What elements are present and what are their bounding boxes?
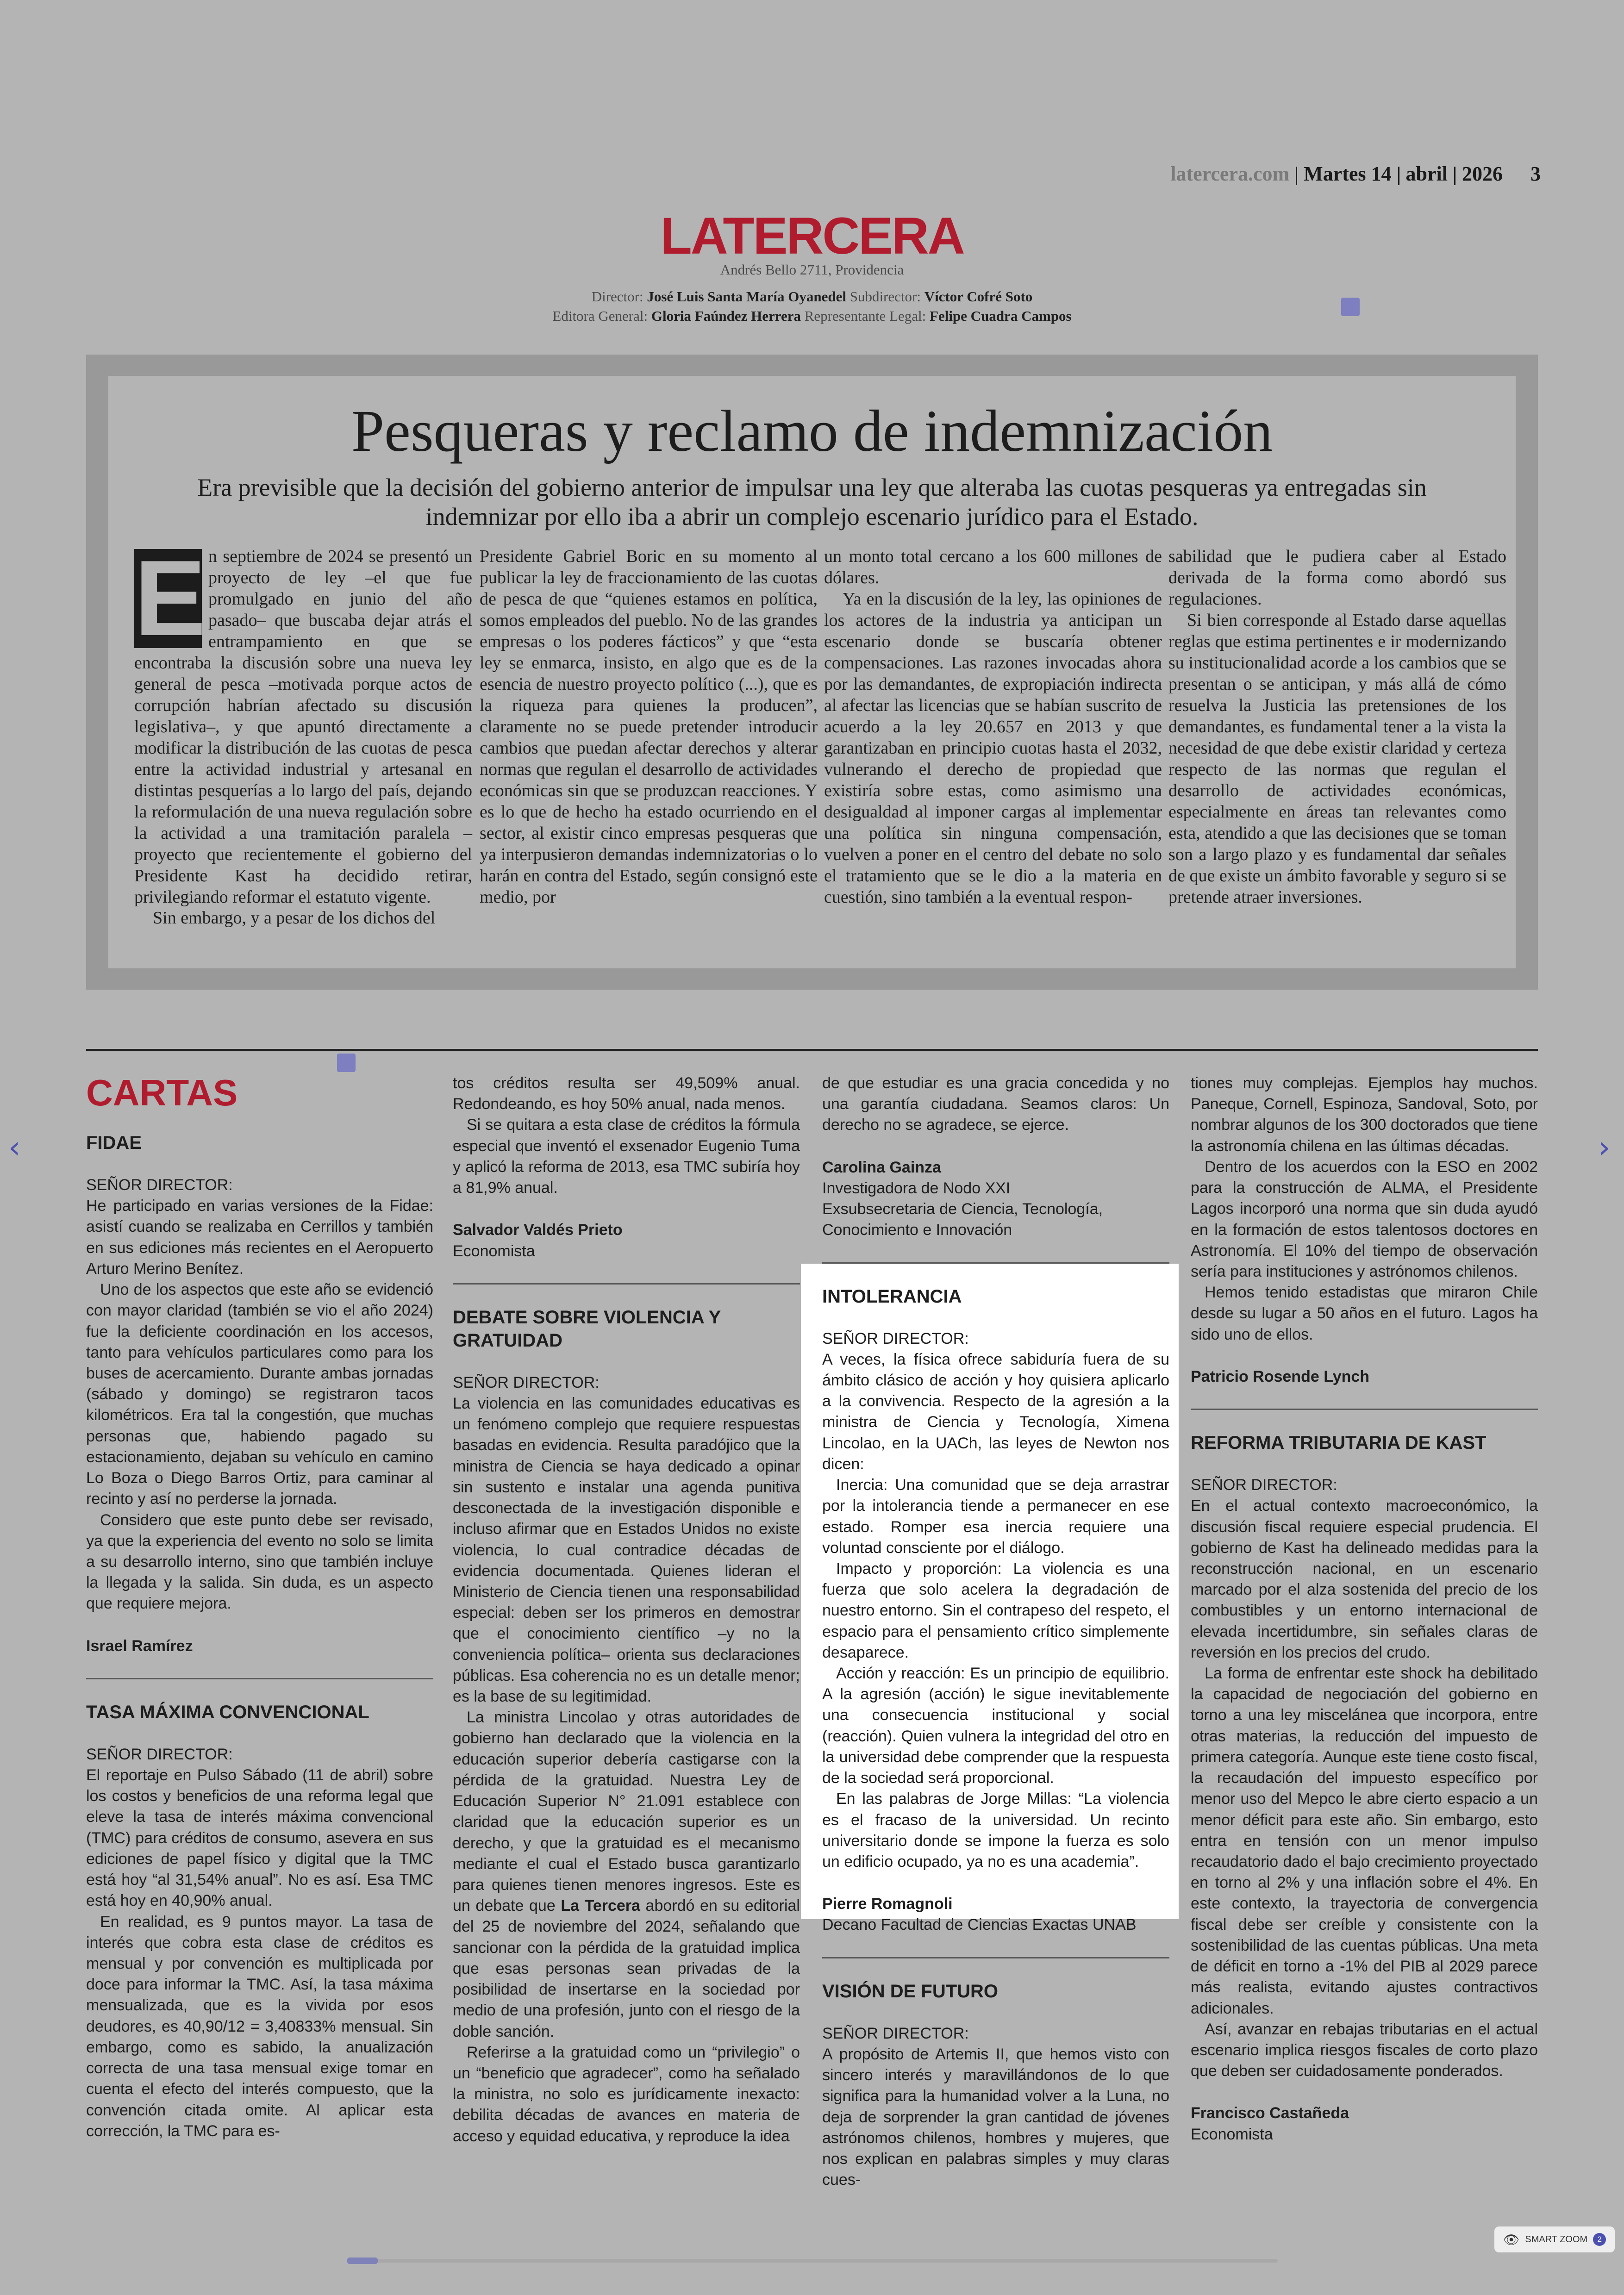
letter-paragraph: A propósito de Artemis II, que hemos visto con sincero interés y maravillándonos de lo que significa para la humanidad volver a la Luna, no deja de sorprender la gran cantidad de jóvenes astrónomos chilenos, hombres y mujeres, que nos explican en palabras simples y muy claras cues-: [822, 2045, 1169, 2189]
editorial-paragraph: un monto total cercano a los 600 millones de dólares.: [824, 547, 1162, 587]
date-year: 2026: [1462, 162, 1503, 185]
section-divider: [86, 1049, 1538, 1051]
letter-author: Carolina Gainza: [822, 1158, 941, 1176]
letter-salutation: SEÑOR DIRECTOR:: [86, 1745, 233, 1763]
letter-paragraph: [453, 1707, 800, 2042]
letter-author: Israel Ramírez: [86, 1637, 193, 1655]
editora-label: Editora General:: [552, 308, 648, 324]
date-day: Martes 14: [1304, 162, 1392, 185]
site-name: latercera.com: [1170, 162, 1290, 185]
letter-title-fidae: FIDAE: [86, 1133, 142, 1153]
letters-column-2: [453, 1073, 800, 2147]
letter-paragraph: Referirse a la gratuidad como un “privilegio” o un “beneficio que agradecer”, como ha señalado la ministra, no solo es jurídicamente inexacto: debilita décadas de avances en materia de acceso y equidad educativa, y reproduce la idea: [453, 2043, 800, 2145]
editorial-paragraph: Presidente Gabriel Boric en su momento al publicar la ley de fraccionamiento de las cuotas de pesca de que “quienes estamos en política, somos empleados del pueblo. No de las grandes empresas o los poderes fácticos” y que “esta ley se enmarca, insisto, en algo que es de la esencia de nuestro proyecto político (...), que es la riqueza para quienes la producen”, claramente no se puede pretender introducir cambios que puedan afectar derechos y alterar normas que regulan el desarrollo de actividades económicas sin que se produzcan reacciones. Y es lo que de hecho ha estado ocurriendo en el sector, al existir cinco empresas pesqueras que ya interpusieron demandas indemnizatorias o lo harán en contra del Estado, según consignó este medio, por: [480, 547, 818, 907]
newspaper-address: Andrés Bello 2711, Providencia: [720, 262, 904, 278]
letter-salutation: SEÑOR DIRECTOR:: [453, 1373, 600, 1391]
representante-label: Representante Legal:: [804, 308, 926, 324]
zoom-hotspot-cartas[interactable]: [337, 1054, 356, 1072]
director-label: Director:: [591, 288, 643, 305]
drop-cap: E: [134, 538, 206, 658]
letter-paragraph: La violencia en las comunidades educativas es un fenómeno complejo que requiere respuestas basadas en evidencia. Resulta paradójico que la ministra de Ciencia se haya dedicado a opinar sin sustento e instalar una agenda punitiva desconectada de la investigación disponible e incluso afirmar que en Estados Unidos no existe violencia, lo cual contradice décadas de evidencia documentada. Quienes lideran el Ministerio de Ciencia tienen una responsabilidad especial: deben ser los primeros en demostrar que el conocimiento científico –y no la conveniencia política– orienta sus declaraciones públicas. Esa coherencia no es un detalle menor; es la base de su legitimidad.: [453, 1394, 800, 1706]
letter-author: Francisco Castañeda: [1191, 2104, 1349, 2122]
letter-paragraph: Si se quitara a esta clase de créditos la fórmula especial que inventó el exsenador Eugenio Tuma y aplicó la reforma de 2013, esa TMC subiría hoy a 81,9% anual.: [453, 1116, 800, 1197]
letter-paragraph: A veces, la física ofrece sabiduría fuera de su ámbito clásico de acción y hoy quisiera aplicarlo a la convivencia. Respecto de la agresión a la ministra de Ciencia y Tecnología, Ximena Lincolao, en la UACh, las leyes de Newton nos dicen:: [822, 1350, 1169, 1473]
letter-text: La ministra Lincolao y otras autoridades de gobierno han declarado que la violencia en la educación superior debería castigarse con la pérdida de la gratuidad. Nuestra Ley de Educación Superior N° 21.091 establece con claridad que la educación superior es un derecho, y que la gratuidad es el mecanismo mediante el cual el Estado busca garantizarlo para quienes tienen menores ingresos. Este es un debate que: [453, 1709, 800, 1915]
letter-paragraph: He participado en varias versiones de la Fidae: asistí cuando se realizaba en Cerrillos y también en sus ediciones más recientes en el Aeropuerto Arturo Merino Benítez.: [86, 1197, 433, 1278]
letter-paragraph: Acción y reacción: Es un principio de equilibrio. A la agresión (acción) le sigue inevitablemente una consecuencia institucional y social (reacción). Quien vulnera la integridad del otro en la universidad debe comprender que la respuesta de la sociedad será proporcional.: [822, 1665, 1169, 1787]
letter-salutation: SEÑOR DIRECTOR:: [86, 1176, 233, 1194]
letter-title-intolerancia: INTOLERANCIA: [822, 1286, 962, 1307]
editorial-paragraph: Sin embargo, y a pesar de los dichos del: [153, 908, 436, 928]
page-scrollbar-thumb[interactable]: [347, 2258, 378, 2264]
editorial-paragraph: Si bien corresponde al Estado darse aquellas reglas que estima pertinentes e ir modernizando su institucionalidad acorde a los cambios que se presentan o se anticipan, y más allá de cómo resuelva la Justicia las pretensiones de los demandantes, es fundamental tener a la vista la necesidad de que debe existir claridad y certeza respecto de las normas que regulan el desarrollo de actividades económicas, especialmente en áreas tan relevantes como esta, atendido a que las decisiones que se toman son a largo plazo y es fundamental dar señales de que existe un ámbito favorable y seguro si se pretende atraer inversiones.: [1168, 610, 1506, 907]
cartas-section-title: CARTAS: [86, 1072, 238, 1113]
letter-paragraph: Considero que este punto debe ser revisado, ya que la experiencia del evento no solo se limita a su desarrollo interno, sino que también incluye la llegada y la salida. Sin duda, es un aspecto que requiere mejora.: [86, 1511, 433, 1613]
letter-paragraph: En realidad, es 9 puntos mayor. La tasa de interés que cobra esta clase de créditos es mensual y por convención es multiplicada por doce para informar la TMC. Así, la tasa máxima mensualizada, que es la vivida por esos deudores, es 40,90/12 = 3,40833% mensual. Sin embargo, como es sabido, la anualización correcta de una tasa mensual exige tomar en cuenta el efecto del interés compuesto, que la convención citada omite. Al aplicar esta corrección, la TMC para es-: [86, 1913, 433, 2140]
letter-paragraph: tiones muy complejas. Ejemplos hay muchos. Paneque, Cornell, Espinoza, Sandoval, Soto, por nombrar algunos de los 300 doctorados que tiene la astronomía chilena en las últimas décadas.: [1191, 1074, 1538, 1155]
editorial-deck: Era previsible que la decisión del gobierno anterior de impulsar una ley que alteraba las cuotas pesqueras ya entregadas sin indemnizar por ello iba a abrir un complejo escenario jurídico para el Estado.: [197, 474, 1427, 530]
letter-paragraph: tos créditos resulta ser 49,509% anual. Redondeando, es hoy 50% anual, nada menos.: [453, 1074, 800, 1113]
letter-paragraph: Hemos tenido estadistas que miraron Chile desde su lugar a 50 años en el futuro. Lagos ha sido uno de ellos.: [1191, 1284, 1538, 1343]
editora-name: Gloria Faúndez Herrera: [651, 308, 801, 324]
letter-title-reforma: REFORMA TRIBUTARIA DE KAST: [1191, 1433, 1487, 1453]
letter-paragraph: El reportaje en Pulso Sábado (11 de abril) sobre los costos y beneficios de una reforma legal que eleve la tasa de interés máxima convencional (TMC) para créditos de consumo, asevera en sus ediciones de papel físico y digital que la TMC está hoy “al 31,54% anual”. No es así. Esa TMC está hoy en 40,90% anual.: [86, 1766, 433, 1910]
letter-author: Pierre Romagnoli: [822, 1895, 953, 1913]
letter-salutation: SEÑOR DIRECTOR:: [822, 1329, 969, 1347]
editorial-column-3: [824, 546, 1162, 908]
dateline: [1170, 162, 1541, 186]
letter-text: abordó en su editorial del 25 de noviembre del 2024, señalando que sancionar con la pérdida de la gratuidad implica que esas personas sean privadas de la posibilidad de insertarse en la sociedad por medio de una profesión, junto con el riesgo de la doble sanción.: [453, 1897, 800, 2040]
editorial-column-1: [134, 538, 472, 929]
zoom-hotspot-masthead[interactable]: [1341, 298, 1360, 316]
subdirector-name: Víctor Cofré Soto: [924, 288, 1033, 305]
editorial-paragraph: sabilidad que le pudiera caber al Estado derivada de la forma como abordó sus regulaciones.: [1168, 547, 1506, 609]
letter-salutation: SEÑOR DIRECTOR:: [822, 2024, 969, 2042]
masthead-editors: [0, 308, 1624, 324]
letter-paragraph: de que estudiar es una gracia concedida y no una garantía ciudadana. Seamos claros: Un derecho no se agradece, se ejerce.: [822, 1074, 1169, 1134]
letter-paragraph: En las palabras de Jorge Millas: “La violencia es el fracaso de la universidad. Un recinto universitario donde se impone la fuerza es solo un edificio ocupado, ya no es una academia”.: [822, 1790, 1169, 1871]
smart-zoom-button[interactable]: [1494, 2226, 1615, 2252]
smart-zoom-badge: 2: [1593, 2233, 1606, 2246]
editorial-title: Pesqueras y reclamo de indemnización: [351, 398, 1273, 464]
previous-page-arrow-icon[interactable]: ‹: [8, 1129, 21, 1165]
letters-column-3: [822, 1073, 1169, 2190]
masthead-directors: [0, 288, 1624, 305]
letter-author-role: Economista: [453, 1242, 535, 1260]
letters-column-1: [86, 1131, 433, 2142]
smart-zoom-label: SMART ZOOM: [1525, 2234, 1588, 2245]
letter-paragraph: Inercia: Una comunidad que se deja arrastrar por la intolerancia tiende a permanecer en ese estado. Romper esa inercia requiere una voluntad consciente por el diálogo.: [822, 1476, 1169, 1557]
letter-author-role: Investigadora de Nodo XXI: [822, 1179, 1011, 1197]
dateline-separator: [1398, 167, 1399, 185]
letter-author-role: Decano Facultad de Ciencias Exactas UNAB: [822, 1916, 1137, 1934]
letter-author-role: Economista: [1191, 2125, 1273, 2143]
page-scrollbar-track[interactable]: [352, 2259, 1278, 2263]
editorial-paragraph: n septiembre de 2024 se presentó un proyecto de ley –el que fue promulgado en junio del año pasado– que buscaba dejar atrás el entrampamiento en que se encontraba la discusión sobre una nueva ley general de pesca –motivada porque actos de corrupción habrían afectado su discusión legislativa–, y que apuntó directamente a modificar la distribución de las cuotas de pesca entre la actividad industrial y artesanal en distintas pesquerías a lo largo del país, dejando la reformulación de una nueva regulación sobre la actividad a una tramitación paralela –proyecto que recientemente el gobierno del Presidente Kast ha decidido retirar, privilegiando reformar el estatuto vigente.: [134, 547, 472, 907]
letter-paragraph: La forma de enfrentar este shock ha debilitado la capacidad de negociación del gobierno en torno a una ley miscelánea que incorpora, entre otras materias, la reducción del impuesto de primera categoría. Aunque este tiene costo fiscal, la recaudación del impuesto específico por menor uso del Mepco le abre cierto espacio a un menor déficit para este año. Sin embargo, esto entra en tensión con un menor impulso recaudatorio dado el bajo crecimiento proyectado en torno al 2% y una inflación sobre el 4%. En este contexto, la trayectoria de convergencia fiscal debe ser creíble y consistente con la sostenibilidad de las cuentas públicas. Una meta de déficit en torno a -1% del PIB al 2029 parece más realista, evitando ajustes contractivos adicionales.: [1191, 1665, 1538, 2017]
letter-title-tasa: TASA MÁXIMA CONVENCIONAL: [86, 1702, 369, 1722]
newspaper-reference: La Tercera: [561, 1897, 640, 1915]
representante-name: Felipe Cuadra Campos: [930, 308, 1072, 324]
letter-paragraph: Uno de los aspectos que este año se evidenció con mayor claridad (también se vio el año 2024) fue la deficiente coordinación en los accesos, tanto para vehículos particulares como para los buses de acercamiento. Durante ambas jornadas (sábado y domingo) se registraron tacos kilométricos. Era tal la congestión, que muchas personas que, habiendo pagado su estacionamiento, dejaban su vehículo en camino Lo Boza o Diego Barros Ortiz, para caminar al recinto y así no perderse la jornada.: [86, 1281, 433, 1508]
letter-title-vision: VISIÓN DE FUTURO: [822, 1981, 999, 2002]
letter-paragraph: En el actual contexto macroeconómico, la discusión fiscal requiere especial prudencia. El gobierno de Kast ha delineado medidas para la reconstrucción nacional, en un escenario marcado por el alza sostenida del precio de los combustibles y un entorno internacional de elevada incertidumbre, sin señales claras de reversión en los precios del crudo.: [1191, 1497, 1538, 1661]
letter-paragraph: Impacto y proporción: La violencia es una fuerza que solo acelera la degradación de nuestro entorno. Sin el contrapeso del respeto, el espacio para el pensamiento crítico simplemente desaparece.: [822, 1559, 1169, 1661]
letters-column-4: [1191, 1073, 1538, 2145]
editorial-column-2: [480, 546, 818, 908]
next-page-arrow-icon[interactable]: ›: [1598, 1129, 1611, 1165]
dateline-separator: [1454, 167, 1455, 185]
letter-author-role: Exsubsecretaria de Ciencia, Tecnología, Conocimiento e Innovación: [822, 1200, 1103, 1239]
dateline-separator: [1296, 167, 1297, 185]
letter-paragraph: Así, avanzar en rebajas tributarias en el actual escenario implica riesgos fiscales de corto plazo que deben ser cuidadosamente ponderados.: [1191, 2020, 1538, 2080]
newspaper-logo: LATERCERA: [660, 207, 964, 265]
letter-salutation: SEÑOR DIRECTOR:: [1191, 1476, 1337, 1494]
letter-title-debate: DEBATE SOBRE VIOLENCIA Y GRATUIDAD: [453, 1307, 721, 1351]
editorial-paragraph: Ya en la discusión de la ley, las opiniones de los actores de la industria ya anticipan un escenario donde se buscaría obtener compensaciones. Las razones invocadas ahora por las demandantes, de expropiación indirecta al afectar las licencias que se habían suscrito de acuerdo a la ley 20.657 en 2013 y que garantizaban en principio cuotas hasta el 2032, vulnerando el derecho de propiedad que existiría sobre estas, como asimismo una desigualdad al imponer cargas al implementar una política sin ninguna compensación, vuelven a poner en el centro del debate no solo el tratamiento que se le dio a la materia en cuestión, sino también a la eventual respon-: [824, 589, 1162, 907]
date-month: abril: [1405, 162, 1448, 185]
letter-author: Patricio Rosende Lynch: [1191, 1367, 1370, 1385]
eye-icon: 👁: [1503, 2232, 1520, 2247]
letter-paragraph: Dentro de los acuerdos con la ESO en 2002 para la construcción de ALMA, el Presidente Lagos incorporó una norma que sin duda ayudó en la formación de estos talentosos doctores en Astronomía. El 10% del tiempo de observación sería para instituciones y astrónomos chilenos.: [1191, 1158, 1538, 1280]
letter-author: Salvador Valdés Prieto: [453, 1221, 623, 1239]
subdirector-label: Subdirector:: [849, 288, 921, 305]
page-number: 3: [1530, 162, 1541, 185]
director-name: José Luis Santa María Oyanedel: [647, 288, 846, 305]
editorial-column-4: [1168, 546, 1506, 908]
